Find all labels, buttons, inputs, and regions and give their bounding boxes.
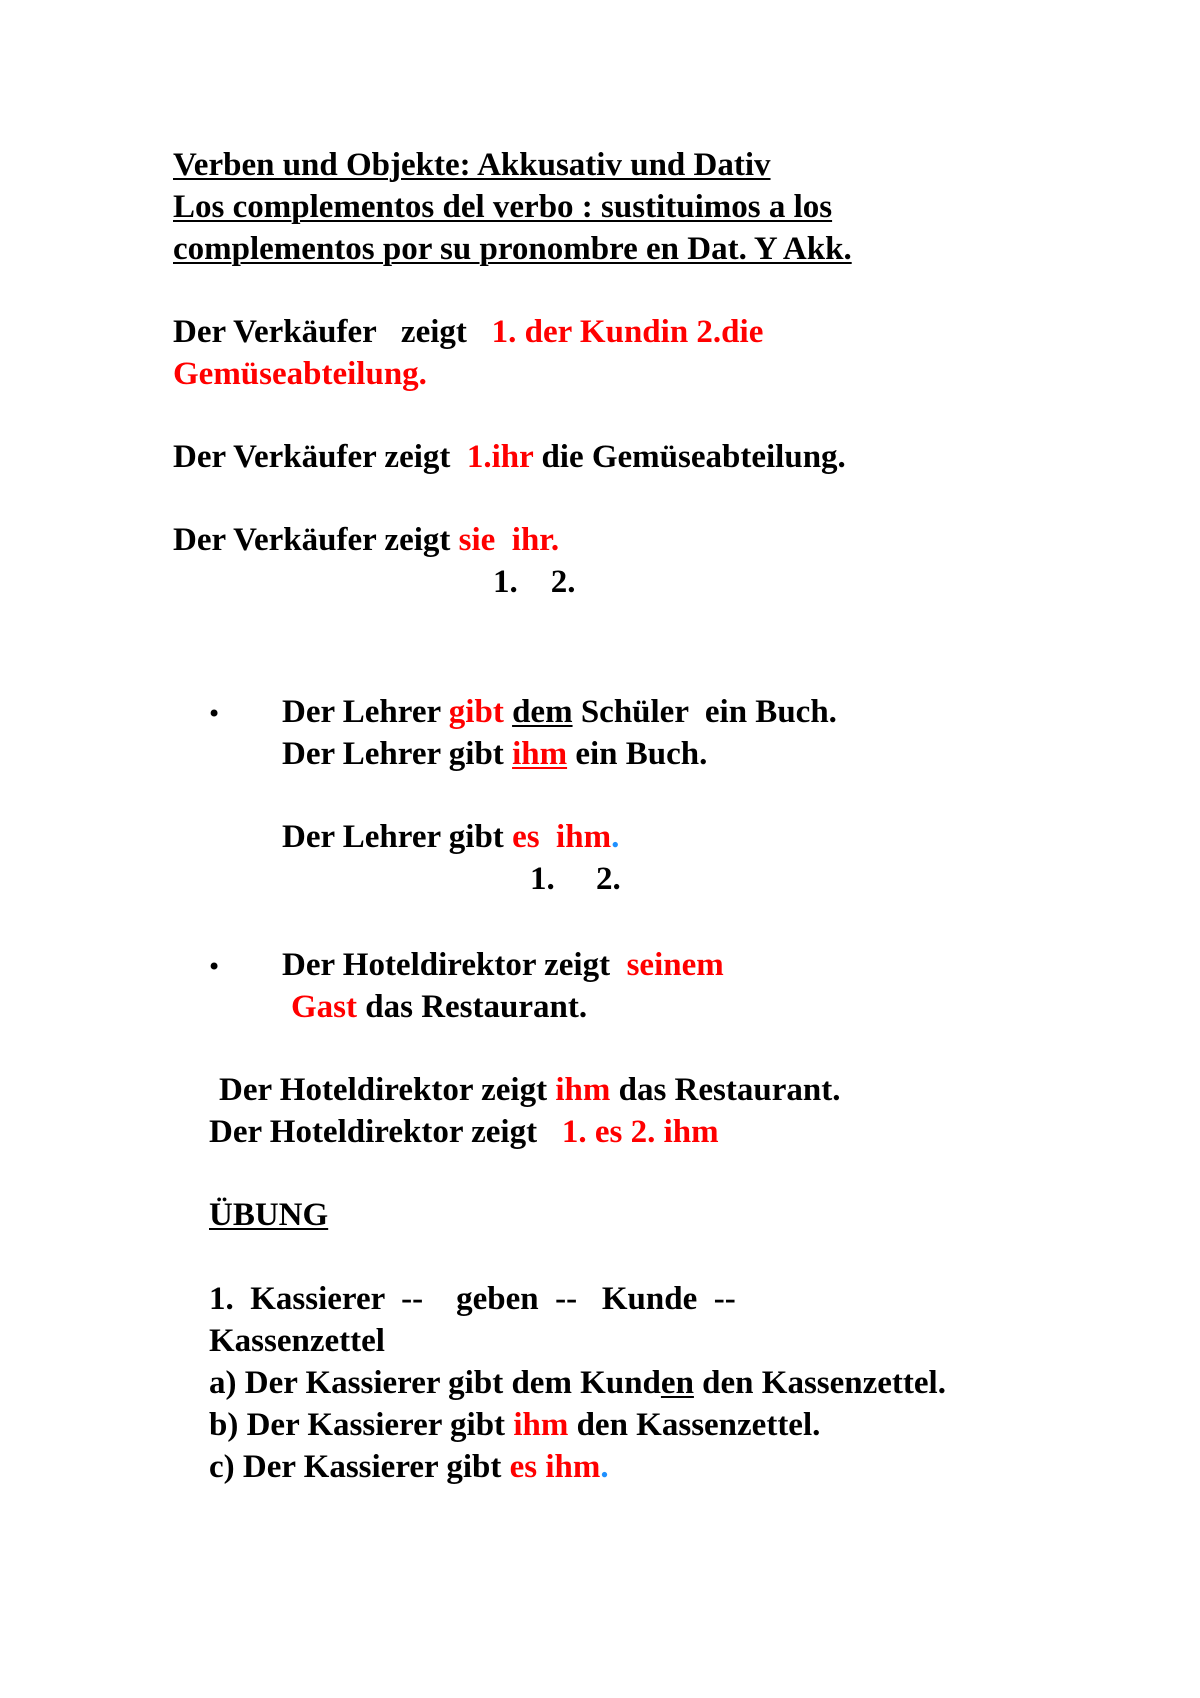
bullet-icon: • bbox=[207, 953, 222, 981]
example1-text: die Gemüseabteilung. bbox=[533, 439, 846, 475]
example1-highlight: sie ihr. bbox=[458, 522, 560, 558]
exercise-text: b) Der Kassierer gibt bbox=[209, 1407, 514, 1443]
example2-text: Der Lehrer gibt bbox=[282, 819, 513, 855]
example2-numbering: 1. 2. bbox=[530, 861, 621, 897]
exercise-text: a) Der Kassierer gibt dem Kund bbox=[209, 1365, 661, 1401]
exercise-answer-c bbox=[209, 1447, 609, 1487]
exercise-text: den Kassenzettel. bbox=[568, 1407, 821, 1443]
example3-line-3 bbox=[219, 1070, 840, 1110]
exercise-line-2: Kassenzettel bbox=[209, 1323, 385, 1359]
example2-text: Der Lehrer bbox=[282, 694, 449, 730]
example1-text: Der Verkäufer zeigt bbox=[173, 314, 492, 350]
example2-text bbox=[504, 694, 512, 730]
example1-line-4 bbox=[173, 520, 559, 560]
example2-text: ein Buch. bbox=[567, 736, 708, 772]
example3-line-2 bbox=[291, 987, 587, 1027]
example1-highlight: 1.ihr bbox=[466, 439, 534, 475]
exercise-highlight: ihm bbox=[513, 1407, 569, 1443]
example2-line-3 bbox=[282, 817, 619, 857]
example1-line-2: Gemüseabteilung. bbox=[173, 356, 427, 392]
exercise-line-1: 1. Kassierer -- geben -- Kunde -- bbox=[209, 1281, 736, 1317]
example3-highlight: Gast bbox=[291, 989, 357, 1025]
example1-line-1 bbox=[173, 312, 763, 352]
exercise-highlight: es ihm bbox=[509, 1449, 601, 1485]
example2-highlight: es ihm bbox=[512, 819, 612, 855]
example1-line-3 bbox=[173, 437, 846, 477]
heading-line-1: Verben und Objekte: Akkusativ und Dativ bbox=[173, 147, 771, 183]
heading-line-3: complementos por su pronombre en Dat. Y Akk. bbox=[173, 231, 852, 267]
example3-text: Der Hoteldirektor zeigt bbox=[219, 1072, 556, 1108]
example2-underlined: dem bbox=[512, 694, 573, 730]
example3-highlight: seinem bbox=[626, 947, 724, 983]
heading-line-2: Los complementos del verbo : sustituimos a los bbox=[173, 189, 833, 225]
example2-line-2 bbox=[282, 734, 707, 774]
example1-highlight: 1. der Kundin 2.die bbox=[491, 314, 764, 350]
example2-text: Der Lehrer gibt bbox=[282, 736, 513, 772]
exercise-title: ÜBUNG bbox=[209, 1197, 329, 1233]
exercise-text: den Kassenzettel. bbox=[693, 1365, 946, 1401]
exercise-period: . bbox=[600, 1449, 609, 1485]
example2-text: Schüler ein Buch. bbox=[572, 694, 837, 730]
example1-text: Der Verkäufer zeigt bbox=[173, 522, 459, 558]
example1-numbering: 1. 2. bbox=[493, 564, 576, 600]
example3-highlight: ihm bbox=[555, 1072, 611, 1108]
example3-line-1 bbox=[282, 945, 724, 985]
example2-line-1 bbox=[282, 692, 837, 732]
example3-line-4 bbox=[209, 1112, 719, 1152]
example2-highlight: ihm bbox=[512, 736, 568, 772]
example1-text: Der Verkäufer zeigt bbox=[173, 439, 467, 475]
example3-text: das Restaurant. bbox=[610, 1072, 841, 1108]
example2-period: . bbox=[611, 819, 620, 855]
example3-text: Der Hoteldirektor zeigt bbox=[209, 1114, 562, 1150]
exercise-answer-b bbox=[209, 1405, 820, 1445]
exercise-answer-a bbox=[209, 1363, 946, 1403]
example3-highlight: 1. es 2. ihm bbox=[561, 1114, 719, 1150]
exercise-underlined: en bbox=[660, 1365, 694, 1401]
example3-text: Der Hoteldirektor zeigt bbox=[282, 947, 627, 983]
bullet-icon: • bbox=[207, 700, 222, 728]
exercise-text: c) Der Kassierer gibt bbox=[209, 1449, 510, 1485]
example3-text: das Restaurant. bbox=[357, 989, 588, 1025]
example2-highlight: gibt bbox=[448, 694, 504, 730]
